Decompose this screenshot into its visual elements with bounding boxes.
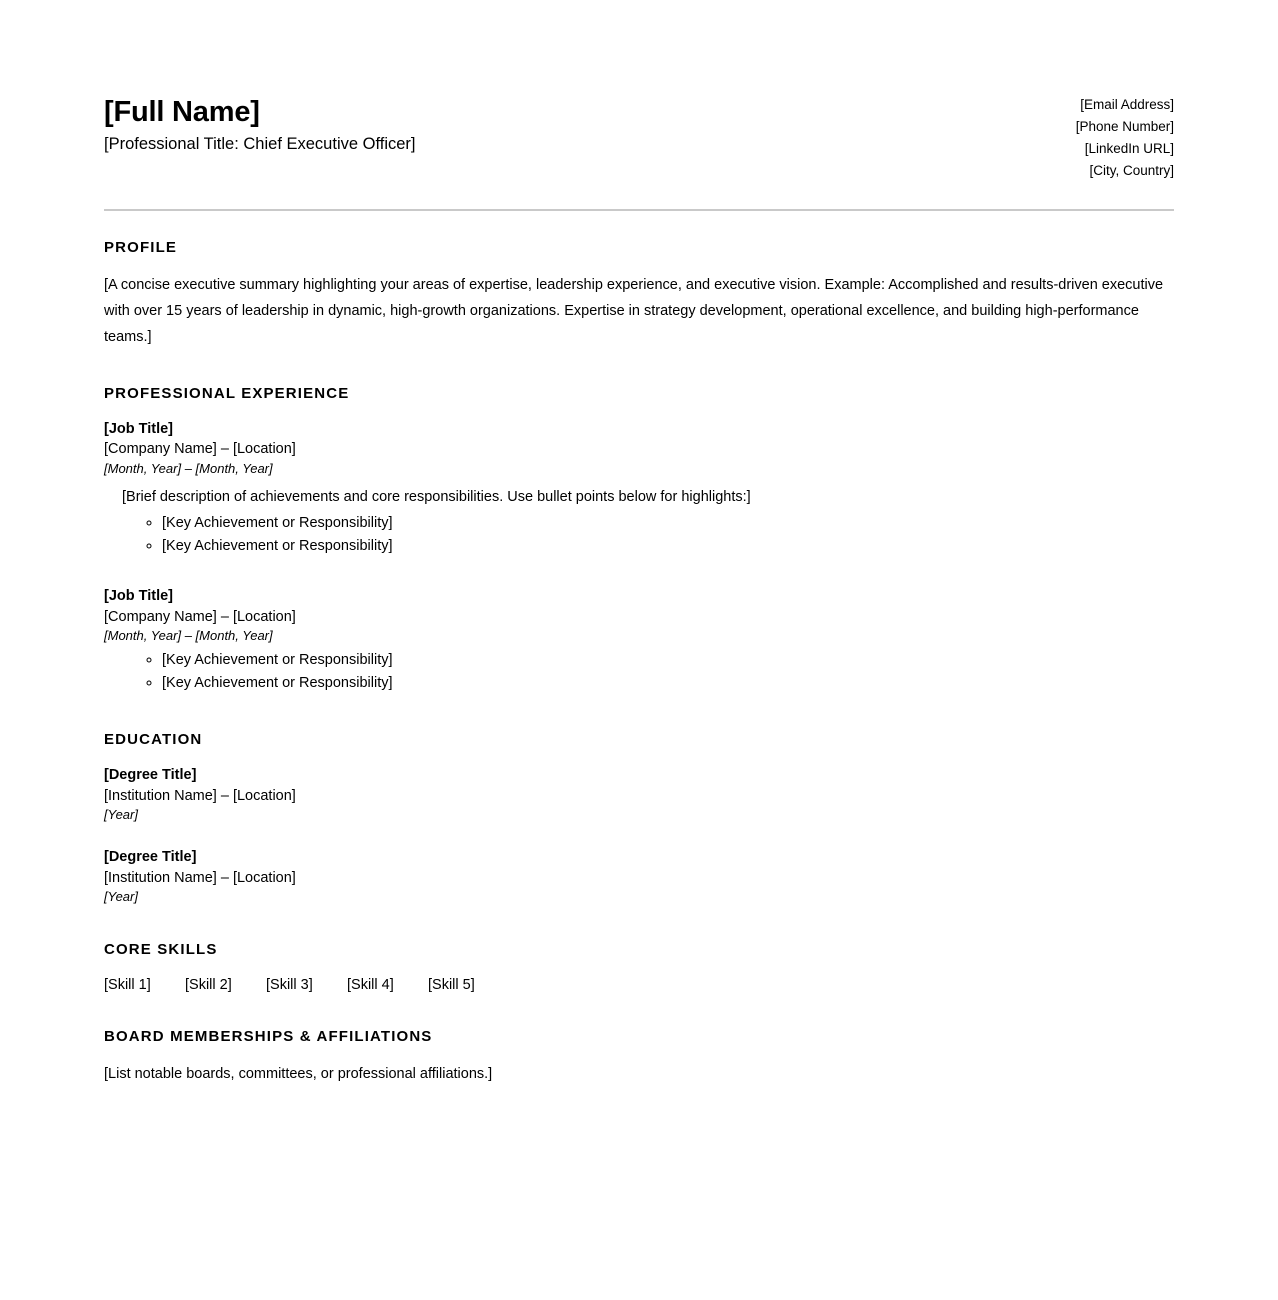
list-item: ◦ [Key Achievement or Responsibility] (162, 672, 1174, 695)
page-title: [Full Name] (104, 96, 260, 128)
contact-phone[interactable]: [Phone Number] (1075, 118, 1174, 134)
section-experience (104, 385, 1174, 696)
graduation-year: [Year] (104, 807, 138, 823)
job-title: [Job Title] (104, 587, 174, 604)
header-identity (104, 88, 416, 155)
skill-item: [Skill 3] (266, 977, 313, 994)
resume-header (104, 88, 1174, 181)
board-memberships-text: [List notable boards, committees, or professional affiliations.] (104, 1065, 493, 1082)
institution-location: [Institution Name] – [Location] (104, 869, 296, 886)
institution-location: [Institution Name] – [Location] (104, 787, 296, 804)
professional-title: [Professional Title: Chief Executive Officer] (104, 135, 416, 154)
list-item: ◦ [Key Achievement or Responsibility] (162, 512, 1174, 535)
section-heading-skills: CORE SKILLS (104, 941, 218, 959)
header-divider (104, 209, 1174, 211)
section-heading-experience: PROFESSIONAL EXPERIENCE (104, 384, 350, 402)
contact-location: [City, Country] (1089, 162, 1174, 178)
section-board-memberships (104, 1028, 1174, 1088)
employment-dates: [Month, Year] – [Month, Year] (104, 460, 273, 476)
contact-email[interactable]: [Email Address] (1080, 97, 1174, 112)
company-location: [Company Name] – [Location] (104, 441, 296, 458)
section-heading-profile: PROFILE (104, 239, 178, 257)
skill-item: [Skill 1] (104, 977, 151, 994)
experience-entry (104, 586, 1174, 695)
job-title: [Job Title] (104, 420, 174, 437)
section-profile (104, 239, 1174, 350)
skill-item: [Skill 2] (185, 977, 232, 994)
degree-title: [Degree Title] (104, 767, 197, 784)
skill-item: [Skill 4] (347, 977, 394, 994)
list-item: ◦ [Key Achievement or Responsibility] (162, 535, 1174, 558)
section-heading-board: BOARD MEMBERSHIPS & AFFILIATIONS (104, 1027, 433, 1045)
contact-linkedin[interactable]: [LinkedIn URL] (1084, 140, 1174, 156)
experience-entry (104, 419, 1174, 558)
achievement-list (104, 649, 1174, 695)
job-description: [Brief description of achievements and core responsibilities. Use bullet points below for highlights:] (122, 488, 751, 505)
education-entry (104, 847, 1174, 907)
section-skills (104, 941, 1174, 995)
education-entry (104, 765, 1174, 825)
contact-block (984, 88, 1174, 181)
section-heading-education: EDUCATION (104, 731, 203, 749)
employment-dates: [Month, Year] – [Month, Year] (104, 628, 273, 644)
achievement-list (104, 512, 1174, 558)
profile-summary-text: [A concise executive summary highlighting your areas of expertise, leadership experience, and executive vision. Example: Accomplished and results-driven executive with over 15 years of leadership in dynamic, high-growth organizations. Expertise in strategy development, operational excellence, and building high-performance teams.] (104, 277, 1164, 346)
company-location: [Company Name] – [Location] (104, 608, 296, 625)
section-education (104, 731, 1174, 907)
skill-item: [Skill 5] (428, 977, 475, 994)
degree-title: [Degree Title] (104, 849, 197, 866)
list-item: ◦ [Key Achievement or Responsibility] (162, 649, 1174, 672)
graduation-year: [Year] (104, 889, 138, 905)
skills-row (104, 975, 1174, 995)
